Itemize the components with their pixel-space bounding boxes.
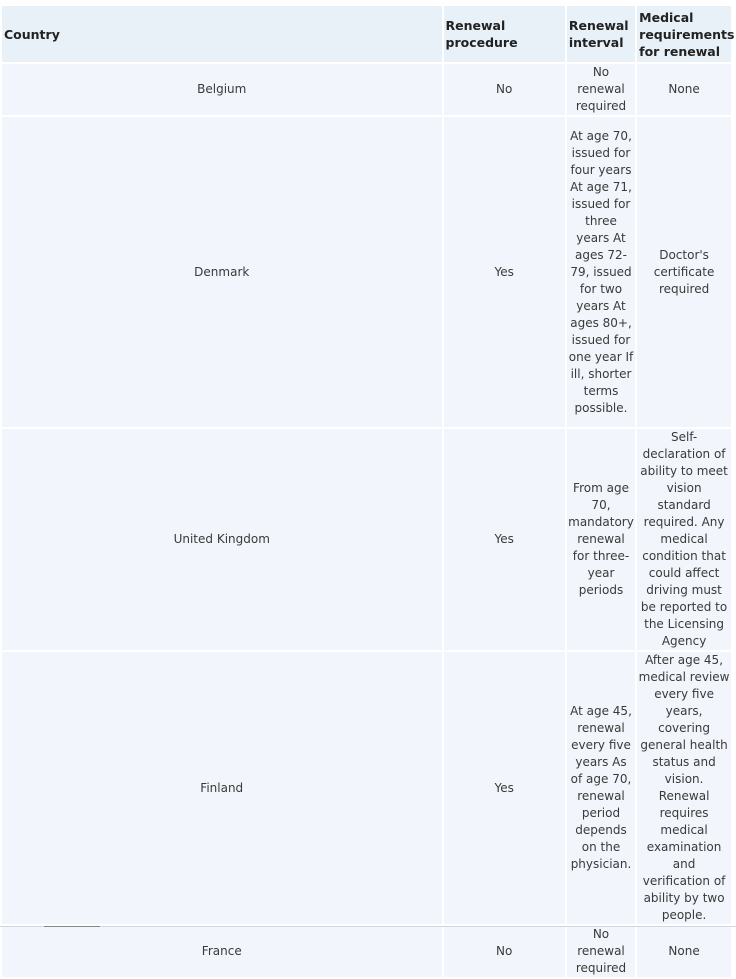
table-row [2,117,731,427]
license-renewal-table [0,4,733,979]
cell-interval: From age 70, mandatory renewal for three-year periods [567,429,635,650]
cell-country: Finland [2,652,442,924]
cell-procedure: No [444,64,565,115]
cell-country: Belgium [2,64,442,115]
table-row [2,429,731,650]
cell-country: France [2,926,442,977]
table-row [2,926,731,977]
header-renewal-procedure: Renewal procedure [444,6,565,62]
cell-procedure: Yes [444,429,565,650]
page-bottom-divider [0,926,736,927]
header-country: Country [2,6,442,62]
cell-procedure: Yes [444,117,565,427]
table-row [2,652,731,924]
cell-procedure: Yes [444,652,565,924]
header-medical-requirements: Medical requirements for renewal [637,6,731,62]
cell-medical: None [637,926,731,977]
table-header-row [2,6,731,62]
cell-procedure: No [444,926,565,977]
cell-medical: None [637,64,731,115]
table-row [2,64,731,115]
cell-interval: At age 45, renewal every five years As of age 70, renewal period depends on the physician. [567,652,635,924]
cell-medical: Doctor's certificate required [637,117,731,427]
scroll-indicator [44,926,100,927]
cell-country: Denmark [2,117,442,427]
cell-country: United Kingdom [2,429,442,650]
cell-medical: After age 45, medical review every five years, covering general health status and vision. Renewal requires medical examination and verification of ability by two people. [638,653,730,922]
cell-interval: No renewal required [567,64,635,115]
cell-interval: At age 70, issued for four years At age 71, issued for three years At ages 72-79, issued for two years At ages 80+, issued for one year If ill, shorter terms possible. [567,117,635,427]
header-renewal-interval: Renewal interval [567,6,635,62]
cell-medical: Self-declaration of ability to meet vision standard required. Any medical condition that could affect driving must be reported to the Licensing Agency [637,429,731,650]
cell-interval: No renewal required [567,926,635,977]
